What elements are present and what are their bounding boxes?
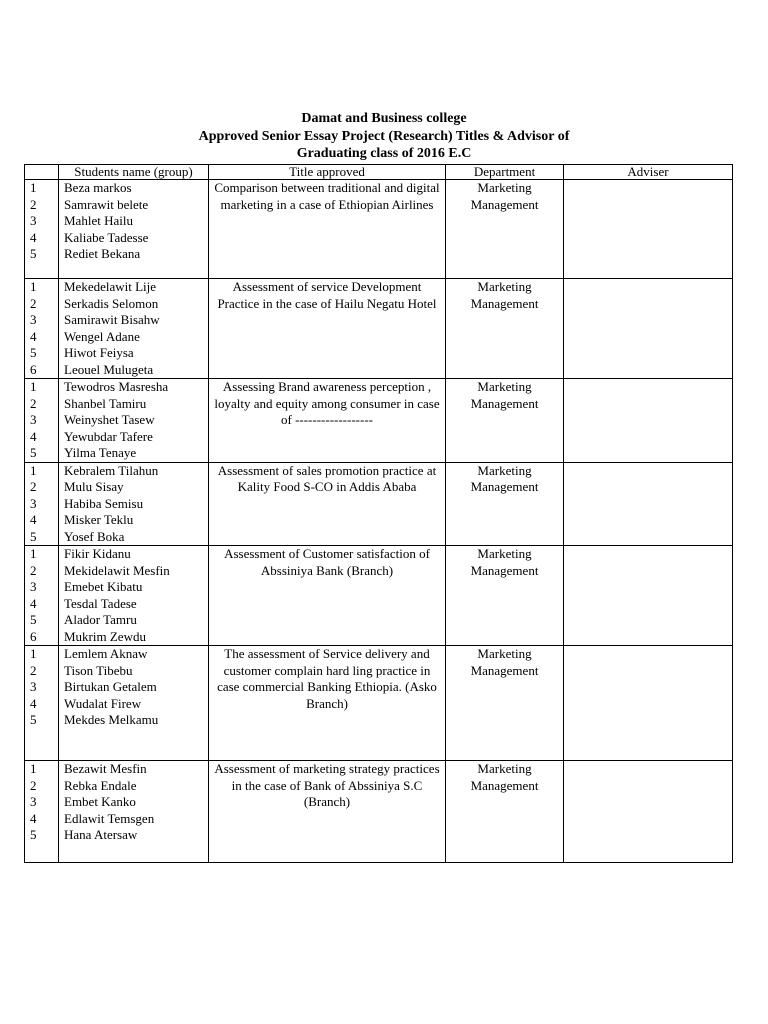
document-subtitle: Graduating class of 2016 E.C (296, 146, 472, 161)
student-name: Wudalat Firew (64, 695, 142, 711)
student-name: Rebka Endale (64, 777, 137, 793)
student-names-cell (59, 279, 209, 379)
member-number: 5 (30, 612, 37, 627)
member-number: 3 (30, 794, 37, 809)
member-number: 4 (30, 695, 37, 711)
member-number: 2 (30, 479, 37, 494)
student-name: Weinyshet Tasew (64, 412, 155, 427)
member-number: 5 (30, 246, 37, 261)
student-name: Embet Kanko (64, 794, 136, 809)
approved-title-cell: Assessment of marketing strategy practices in the case of Bank of Abssiniya S.C (Branch) (209, 761, 446, 863)
member-number: 1 (30, 546, 37, 561)
student-name: Yewubdar Tafere (64, 428, 153, 444)
student-name: Kaliabe Tadesse (64, 229, 149, 245)
member-number: 1 (30, 462, 37, 478)
member-number: 1 (30, 761, 37, 776)
group-row (25, 646, 733, 761)
member-number: 3 (30, 579, 37, 594)
essay-titles-table (24, 164, 733, 863)
student-name: Emebet Kibatu (64, 579, 143, 594)
student-names-cell (59, 462, 209, 546)
student-names-cell (59, 646, 209, 761)
column-header-number (25, 165, 59, 180)
student-name: Hana Atersaw (64, 827, 138, 842)
student-name: Edlawit Temsgen (64, 810, 155, 826)
student-name: Mekidelawit Mesfin (64, 562, 170, 578)
member-numbers-cell (25, 646, 59, 761)
member-number: 4 (30, 595, 37, 611)
department-cell: Marketing Management (446, 462, 564, 546)
approved-title-cell: Assessing Brand awareness perception , loyalty and equity among consumer in case of ------------------ (209, 379, 446, 463)
member-number: 3 (30, 412, 37, 427)
student-name: Mekdes Melkamu (64, 712, 159, 727)
student-name: Wengel Adane (64, 328, 140, 344)
member-numbers-cell (25, 546, 59, 646)
student-name: Tison Tibebu (64, 662, 133, 678)
column-header-department: Department (446, 165, 564, 180)
member-number: 4 (30, 328, 37, 344)
member-numbers-cell (25, 180, 59, 279)
student-name: Serkadis Selomon (64, 295, 159, 311)
student-names-cell (59, 379, 209, 463)
member-number: 1 (30, 180, 37, 195)
student-name: Alador Tamru (64, 612, 137, 627)
student-names-cell (59, 761, 209, 863)
document-title: Approved Senior Essay Project (Research) Titles & Advisor of (198, 129, 570, 144)
student-name: Mekedelawit Lije (64, 279, 157, 294)
member-number: 4 (30, 512, 37, 527)
student-name: Beza markos (64, 180, 132, 195)
member-number: 4 (30, 428, 37, 444)
student-name: Kebralem Tilahun (64, 462, 159, 478)
student-name: Tewodros Masresha (64, 379, 169, 394)
student-name: Leouel Mulugeta (64, 361, 154, 377)
member-number: 1 (30, 646, 37, 661)
department-cell: Marketing Management (446, 279, 564, 379)
approved-title-cell: Assessment of sales promotion practice at Kality Food S-CO in Addis Ababa (209, 462, 446, 546)
adviser-cell (564, 462, 733, 546)
group-row (25, 761, 733, 863)
department-cell: Marketing Management (446, 546, 564, 646)
column-header-students: Students name (group) (59, 165, 209, 180)
member-number: 1 (30, 379, 37, 394)
member-number: 5 (30, 345, 37, 360)
group-row (25, 462, 733, 546)
table-header-row (25, 165, 733, 180)
member-number: 3 (30, 213, 37, 228)
group-row (25, 379, 733, 463)
student-name: Samrawit belete (64, 196, 149, 212)
student-name: Birtukan Getalem (64, 679, 157, 694)
member-numbers-cell (25, 761, 59, 863)
student-names-cell (59, 546, 209, 646)
approved-title-cell: Assessment of service Development Practice in the case of Hailu Negatu Hotel (209, 279, 446, 379)
student-name: Mahlet Hailu (64, 213, 133, 228)
adviser-cell (564, 546, 733, 646)
student-name: Mukrim Zewdu (64, 628, 146, 644)
member-number: 3 (30, 495, 37, 511)
student-name: Habiba Semisu (64, 495, 144, 511)
adviser-cell (564, 646, 733, 761)
department-cell: Marketing Management (446, 761, 564, 863)
group-row (25, 279, 733, 379)
member-number: 3 (30, 312, 37, 327)
member-number: 5 (30, 827, 37, 842)
member-number: 4 (30, 229, 37, 245)
approved-title-cell: Comparison between traditional and digital marketing in a case of Ethiopian Airlines (209, 180, 446, 279)
student-name: Bezawit Mesfin (64, 761, 147, 776)
column-header-title: Title approved (209, 165, 446, 180)
student-name: Yilma Tenaye (64, 445, 137, 460)
student-name: Fikir Kidanu (64, 546, 131, 561)
college-name: Damat and Business college (301, 111, 467, 126)
group-row (25, 546, 733, 646)
student-name: Misker Teklu (64, 512, 134, 527)
member-number: 6 (30, 628, 37, 644)
member-number: 3 (30, 679, 37, 694)
member-number: 2 (30, 562, 37, 578)
adviser-cell (564, 379, 733, 463)
student-name: Mulu Sisay (64, 479, 124, 494)
member-number: 2 (30, 295, 37, 311)
adviser-cell (564, 279, 733, 379)
member-number: 4 (30, 810, 37, 826)
member-numbers-cell (25, 379, 59, 463)
member-number: 2 (30, 662, 37, 678)
member-number: 5 (30, 445, 37, 460)
student-name: Rediet Bekana (64, 246, 141, 261)
member-number: 2 (30, 196, 37, 212)
department-cell: Marketing Management (446, 646, 564, 761)
student-name: Samirawit Bisahw (64, 312, 160, 327)
approved-title-cell: The assessment of Service delivery and customer complain hard ling practice in case commercial Banking Ethiopia. (Asko Branch) (209, 646, 446, 761)
member-number: 5 (30, 528, 37, 544)
member-number: 2 (30, 777, 37, 793)
member-numbers-cell (25, 279, 59, 379)
approved-title-cell: Assessment of Customer satisfaction of Abssiniya Bank (Branch) (209, 546, 446, 646)
department-cell: Marketing Management (446, 180, 564, 279)
student-name: Lemlem Aknaw (64, 646, 148, 661)
member-numbers-cell (25, 462, 59, 546)
student-name: Tesdal Tadese (64, 595, 137, 611)
adviser-cell (564, 180, 733, 279)
member-number: 6 (30, 361, 37, 377)
column-header-adviser: Adviser (564, 165, 733, 180)
department-cell: Marketing Management (446, 379, 564, 463)
member-number: 2 (30, 395, 37, 411)
student-name: Yosef Boka (64, 528, 125, 544)
student-names-cell (59, 180, 209, 279)
adviser-cell (564, 761, 733, 863)
member-number: 1 (30, 279, 37, 294)
group-row (25, 180, 733, 279)
member-number: 5 (30, 712, 37, 727)
student-name: Shanbel Tamiru (64, 395, 147, 411)
student-name: Hiwot Feiysa (64, 345, 134, 360)
